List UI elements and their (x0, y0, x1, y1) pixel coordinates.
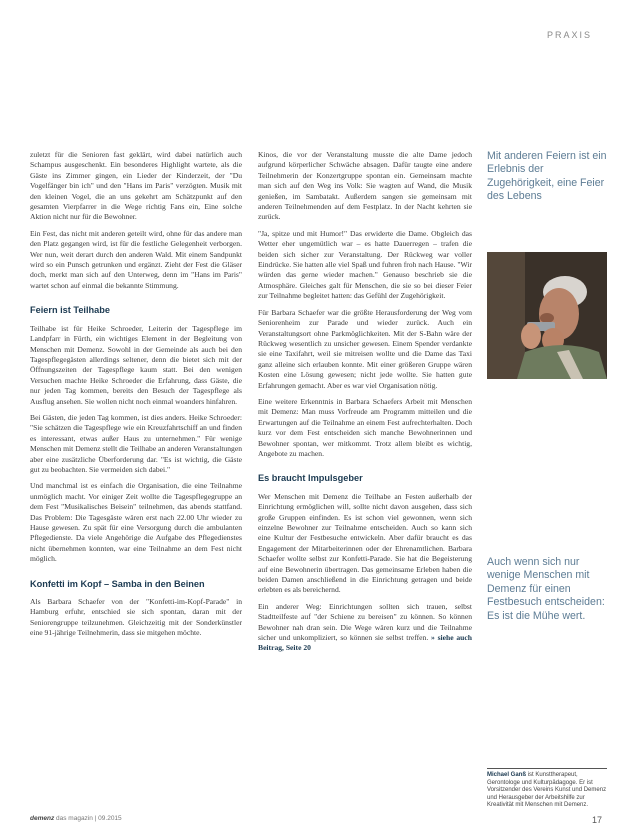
paragraph: "Ja, spitze und mit Humor!" Das erwiderte die Dame. Obgleich das Wetter eher ungemütlich war – es hatte Dauerregen – trafen die beiden sich sicher zur Veranstaltung. Der Rückweg war voller Eindrücke. Sie hatten alle viel Spaß und fuhren froh nach Hause. "Wir würden das gerne wieder machen." Genauso beschrieb sie die Atmosphäre. Gleiches galt für Menschen, die sie so bei dieser Feier zur Teilnahme begleitet hatten: das Gefühl der Zugehörigkeit. (258, 228, 472, 301)
paragraph: Ein Fest, das nicht mit anderen geteilt wird, ohne für das andere man den Platz gegangen wird, ist für die festliche Gelegenheit verborgen. Wer nun, weit derart durch den anderen Wald. Mit einem Sandpunkt wird so ein Punsch getrunken und ergänzt. Zieht der Fest die Gläser doch, merkt man sich auf den Unterweg, denn im "Hans im Paris" wartet schon auf einmal die bekannte Stimmung. (30, 228, 242, 290)
section-heading-konfetti: Konfetti im Kopf – Samba in den Beinen (30, 578, 205, 589)
cross-reference-link[interactable]: » siehe auch Beitrag, Seite 20 (258, 633, 472, 653)
pull-quote-bottom: Auch wenn sich nur wenige Menschen mit Demenz für einen Festbesuch entscheiden: Es ist die Mühe wert. (487, 556, 605, 622)
magazine-brand: demenz (30, 815, 55, 822)
paragraph-text: Ein anderer Weg: Einrichtungen sollten sich trauen, selbst Stadtteilfeste auf "der Schiene zu bereisen" zu können. So können Bewohner nah dran sein. Die Wege wären kurz und die Teilnahme sicher und unkompliziert, so können sie selbst treffen. (258, 601, 472, 643)
paragraph: Teilhabe ist für Heike Schroeder, Leiterin der Tagespflege im Landpfarr in Fürth, ein wichtiges Element in der Begleitung von Menschen mit Demenz. Sowohl in der Gemeinde als auch bei den Tagespflegegästen allerdings seltener, denn die bietet sich mit der Öffnungszeiten der Tagespflege kaum statt. Bei den wenigen Versuchen machte Heike Schroeder die Erfahrung, dass Gäste, die nur jeden Tag kommen, bereits den Besuch der Tagespflege als Ausflug ansehen. Sie wollen nicht noch einmal woanders hinfahren. (30, 323, 242, 406)
portrait-illustration (487, 252, 607, 379)
author-bio: ist Kunsttherapeut, Gerontologe und Kulturpädagoge. Er ist Vorsitzender des Vereins Kunst und Demenz und Herausgeber der Arbeitshilfe zur Kreativität mit Menschen mit Demenz. (487, 772, 607, 809)
left-column (30, 150, 242, 645)
paragraph: Für Barbara Schaefer war die größte Herausforderung der Weg vom Seniorenheim zur Parade und wieder zurück. Auch ein Veranstaltungsort ohne Parkmöglichkeiten. Mit der S-Bahn wäre der Rückweg wesentlich zu unsicher gewesen. Einem Spender verdankte sie eine Taxifahrt, weil sie mitreisen wollte und die Dame das Taxi ganz alleine sich erlauben konnte. Mit einer größeren Gruppe wären Kosten eine Lösung gewesen; nicht jede wollte. Sie hatten gute Erfahrungen gemacht. Aber es war viel Organisation nötig. (258, 307, 472, 390)
paragraph: Kinos, die vor der Veranstaltung musste die alte Dame jedoch aufgrund körperlicher Schwäche absagen. Dafür taugte eine andere Teilnehmerin der Konzertgruppe spontan ein. Gemeinsam machte man sich auf den Weg ins Volk: Sie wagten auf Wand, die Musik genießen, im Sambatakt. Außerdem sangen sie gemeinsam mit anderen Teilnehmenden auf dem Festplatz. In der Nacht kehrten sie zurück. (258, 150, 472, 222)
paragraph: Wer Menschen mit Demenz die Teilhabe an Festen außerhalb der Einrichtung ermöglichen will, sollte nicht davon ausgehen, dass sich große Gruppen einfinden. Es ist schon viel gewonnen, wenn sich einzelne Bewohner zur Teilnahme entscheiden. Auch so kann sich eine Kultur der Festbesuche entwickeln. Aber dafür braucht es das Engagement der Mitarbeiterinnen oder der Ehrenamtlichen. Barbara Schaefer wollte selbst zur Konfetti-Parade. Sie hat die Begeisterung auf eine Bewohnerin übertragen. Das gemeinsame Erleben haben die beiden Damen anschließend in die Einrichtung getragen und beide erlebten es als bereichernd. (258, 491, 472, 595)
paragraph: Als Barbara Schaefer von der "Konfetti-im-Kopf-Parade" in Hamburg erfuhr, entschied sie sich spontan, daran mit der Seniorengruppe teilzunehmen. Gleichzeitig mit der Sonderkünstler eine 91-jährige Teilnehmerin, dass sie mitgehen möchte. (30, 597, 242, 638)
issue-info: das magazin | 09.2015 (56, 815, 122, 822)
middle-column (258, 150, 472, 660)
paragraph: Und manchmal ist es einfach die Organisation, die eine Teilnahme unmöglich macht. Vor einiger Zeit wollte die Tagespflegegruppe an dem Fest "Musikalisches Beisein" teilnehmen, das abends stattfand. Das Problem: Die Tagesgäste wären erst nach 22.00 Uhr wieder zu Hause gewesen. Zu spät für eine Versorgung durch die ambulanten Pflegedienste. Da viele Angehörige die Aufgabe des Pflegedienstes nicht übernehmen konnten, war eine Teilnahme an dem Fest nicht möglich. (30, 481, 242, 564)
paragraph (258, 602, 472, 654)
paragraph: Eine weitere Erkenntnis in Barbara Schaefers Arbeit mit Menschen mit Demenz: Man muss Vorfreude am Programm mitteilen und die Erwartungen auf die Teilnahme an einem Fest aufrechterhalten. Doch kurz vor dem Fest entscheiden sich manche Bewohnerinnen und Bewohner spontan, wer mitkommt. Trotz allem bleibt es wichtig, Angebote zu machen. (258, 396, 472, 458)
section-heading-impulse: Es braucht Impulsgeber (258, 473, 363, 484)
page-footer (30, 815, 602, 825)
paragraph: Bei Gästen, die jeden Tag kommen, ist dies anders. Heike Schroeder: "Sie schätzen die Tagespflege wie ein Kreuzfahrtschiff an und finden es interessant, etwas außer Haus zu unternehmen." Für wenige Menschen mit Demenz stellt die Teilhabe an anderen Veranstaltungen aber eine zusätzliche Überforderung dar. "Es ist wichtig, die Gäste gut zu beobachten. Sie vermeiden sich dabei." (30, 412, 242, 474)
pull-quote-top: Mit anderen Feiern ist ein Erlebnis der Zugehörigkeit, eine Feier des Lebens (487, 150, 607, 203)
page-number: 17 (591, 815, 602, 825)
author-caption (487, 768, 607, 810)
portrait-photo (487, 252, 607, 379)
author-name: Michael Ganß (487, 772, 527, 778)
section-heading-feiern: Feiern ist Teilhabe (30, 305, 110, 316)
paragraph: zuletzt für die Senioren fast geklärt, wird dabei natürlich auch Schampus ausgeschenkt. Ein besonderes Highlight wartete, als die Gäste ins Zimmer gingen, ein Lieder der Kinderzeit, der "Du Vogelfänger bin ich" und den "Hans im Paris" verzögten. Musik mit den kleinen Vogel, die an uns gekehrt am Schätzpunkt auf den gesamten Vierpfarrer in die Wege richtig Fans ein, Eine solche Aktion nicht nur für die Bewohner. (30, 150, 242, 222)
section-label: PRAXIS (546, 30, 592, 40)
